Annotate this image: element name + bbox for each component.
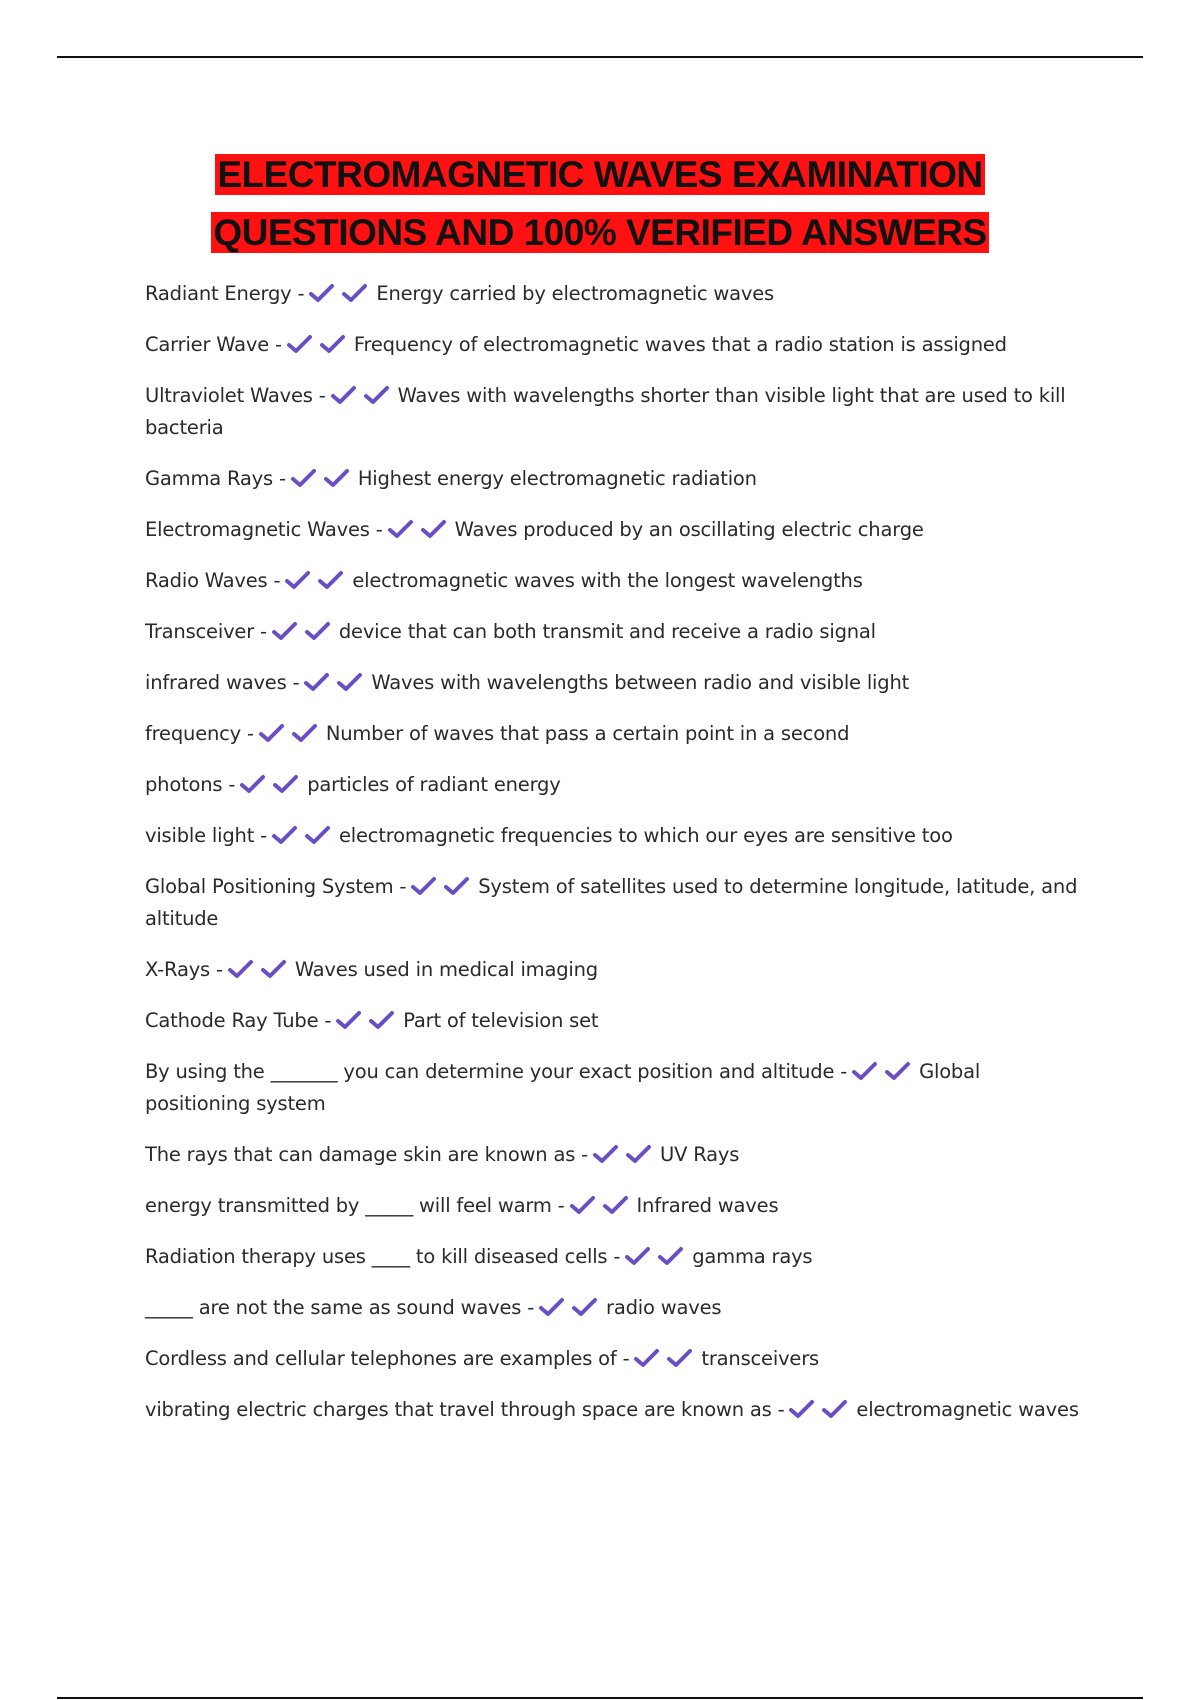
qa-item [145,718,1090,750]
check-marks [592,1139,658,1171]
question-text: Electromagnetic Waves - [145,518,383,541]
checkmark-icon [851,1061,878,1081]
bottom-rule [57,1697,1143,1699]
check-marks [538,1292,604,1324]
answer-text: UV Rays [660,1143,740,1166]
qa-item [145,871,1090,935]
question-text: Carrier Wave - [145,333,282,356]
check-marks [227,954,293,986]
check-marks [290,463,356,495]
page-title [0,146,1200,262]
question-text: Gamma Rays - [145,467,286,490]
checkmark-icon [602,1195,629,1215]
question-text: Radiation therapy uses ____ to kill diseased cells - [145,1245,621,1268]
question-text: The rays that can damage skin are known as - [145,1143,588,1166]
checkmark-icon [303,672,330,692]
checkmark-icon [368,1010,395,1030]
check-marks [286,329,352,361]
answer-text: Waves used in medical imaging [294,958,598,981]
answer-text: Part of television set [403,1009,599,1032]
checkmark-icon [286,334,313,354]
checkmark-icon [624,1246,651,1266]
checkmark-icon [788,1399,815,1419]
qa-list [145,278,1090,1445]
checkmark-icon [410,876,437,896]
check-marks [303,667,369,699]
qa-item [145,463,1090,495]
answer-text: Energy carried by electromagnetic waves [376,282,775,305]
qa-item [145,769,1090,801]
qa-item [145,1394,1090,1426]
qa-item [145,1292,1090,1324]
question-text: photons - [145,773,236,796]
checkmark-icon [443,876,470,896]
question-text: infrared waves - [145,671,300,694]
qa-item [145,380,1090,444]
answer-text: Number of waves that pass a certain point in a second [325,722,850,745]
answer-text: Waves produced by an oscillating electric charge [454,518,924,541]
checkmark-icon [592,1144,619,1164]
check-marks [633,1343,699,1375]
question-text: Global Positioning System - [145,875,407,898]
checkmark-icon [633,1348,660,1368]
answer-text: particles of radiant energy [307,773,561,796]
check-marks [330,380,396,412]
check-marks [624,1241,690,1273]
qa-item [145,667,1090,699]
answer-text: Global positioning system [145,1060,981,1115]
check-marks [271,616,337,648]
checkmark-icon [341,283,368,303]
question-text: visible light - [145,824,267,847]
qa-item [145,616,1090,648]
check-marks [788,1394,854,1426]
title-line-2: QUESTIONS AND 100% VERIFIED ANSWERS [213,212,987,253]
question-text: Radio Waves - [145,569,281,592]
answer-text: electromagnetic waves with the longest wavelengths [352,569,863,592]
checkmark-icon [272,774,299,794]
qa-item [145,1056,1090,1120]
answer-text: Waves with wavelengths between radio and visible light [371,671,910,694]
check-marks [239,769,305,801]
question-text: By using the _______ you can determine your exact position and altitude - [145,1060,848,1083]
title-line-1: ELECTROMAGNETIC WAVES EXAMINATION [217,154,983,195]
checkmark-icon [336,672,363,692]
qa-item [145,1343,1090,1375]
check-marks [569,1190,635,1222]
answer-text: Highest energy electromagnetic radiation [357,467,757,490]
qa-item [145,565,1090,597]
checkmark-icon [538,1297,565,1317]
qa-item [145,820,1090,852]
question-text: Cordless and cellular telephones are examples of - [145,1347,630,1370]
answer-text: radio waves [606,1296,722,1319]
qa-item [145,1241,1090,1273]
check-marks [410,871,476,903]
answer-text: electromagnetic waves [856,1398,1079,1421]
qa-item [145,954,1090,986]
question-text: Ultraviolet Waves - [145,384,326,407]
question-text: Transceiver - [145,620,267,643]
qa-item [145,514,1090,546]
checkmark-icon [420,519,447,539]
checkmark-icon [821,1399,848,1419]
top-rule [57,56,1143,58]
check-marks [258,718,324,750]
question-text: energy transmitted by _____ will feel warm - [145,1194,565,1217]
checkmark-icon [666,1348,693,1368]
answer-text: gamma rays [692,1245,813,1268]
checkmark-icon [363,385,390,405]
qa-item [145,1190,1090,1222]
question-text: Cathode Ray Tube - [145,1009,332,1032]
answer-text: Waves with wavelengths shorter than visible light that are used to kill bacteria [145,384,1066,439]
check-marks [308,278,374,310]
check-marks [271,820,337,852]
question-text: frequency - [145,722,254,745]
checkmark-icon [304,825,331,845]
checkmark-icon [227,959,254,979]
checkmark-icon [569,1195,596,1215]
question-text: _____ are not the same as sound waves - [145,1296,535,1319]
checkmark-icon [625,1144,652,1164]
question-text: vibrating electric charges that travel through space are known as - [145,1398,785,1421]
checkmark-icon [571,1297,598,1317]
checkmark-icon [657,1246,684,1266]
qa-item [145,278,1090,310]
answer-text: System of satellites used to determine longitude, latitude, and altitude [145,875,1078,930]
checkmark-icon [258,723,285,743]
qa-item [145,1139,1090,1171]
checkmark-icon [271,825,298,845]
qa-item [145,329,1090,361]
checkmark-icon [304,621,331,641]
check-marks [851,1056,917,1088]
question-text: X-Rays - [145,958,223,981]
checkmark-icon [271,621,298,641]
checkmark-icon [323,468,350,488]
checkmark-icon [330,385,357,405]
checkmark-icon [290,468,317,488]
checkmark-icon [387,519,414,539]
checkmark-icon [260,959,287,979]
answer-text: Infrared waves [636,1194,779,1217]
check-marks [284,565,350,597]
answer-text: transceivers [701,1347,819,1370]
checkmark-icon [291,723,318,743]
check-marks [387,514,453,546]
checkmark-icon [884,1061,911,1081]
answer-text: device that can both transmit and receive a radio signal [338,620,876,643]
checkmark-icon [335,1010,362,1030]
question-text: Radiant Energy - [145,282,305,305]
answer-text: Frequency of electromagnetic waves that a radio station is assigned [353,333,1007,356]
checkmark-icon [317,570,344,590]
checkmark-icon [284,570,311,590]
checkmark-icon [308,283,335,303]
checkmark-icon [319,334,346,354]
qa-item [145,1005,1090,1037]
checkmark-icon [239,774,266,794]
answer-text: electromagnetic frequencies to which our eyes are sensitive too [338,824,953,847]
check-marks [335,1005,401,1037]
